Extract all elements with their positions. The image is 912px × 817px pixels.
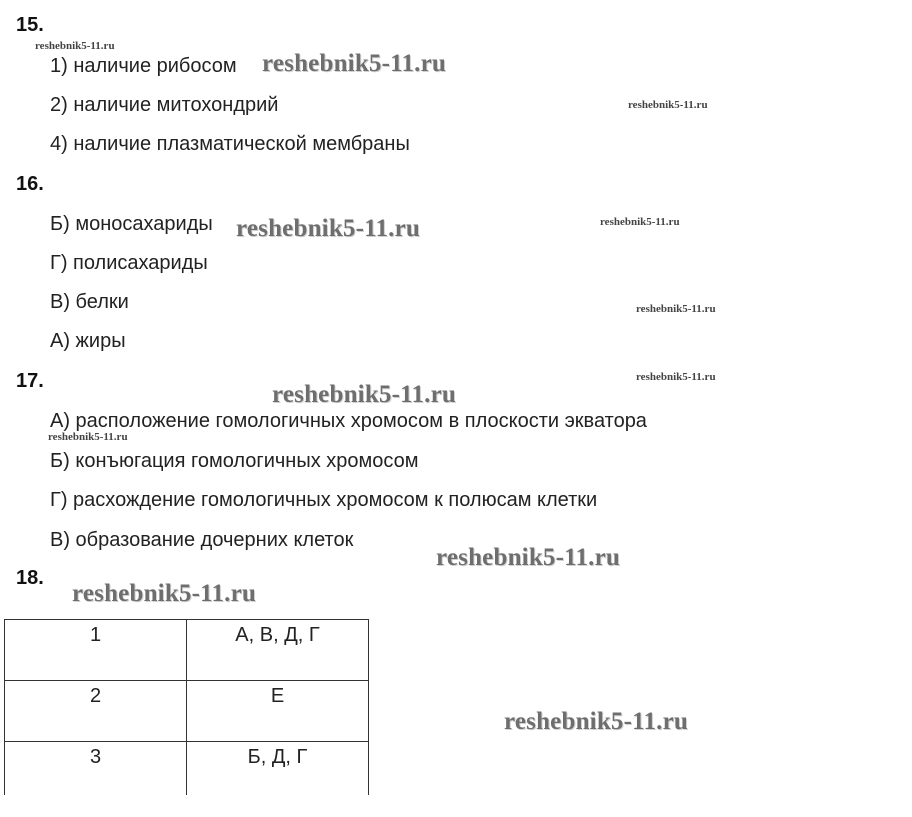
question-15-number: 15. — [16, 14, 44, 36]
watermark-small: reshebnik5-11.ru — [35, 40, 115, 52]
table-row — [5, 620, 369, 681]
table-cell-num: 1 — [5, 620, 187, 681]
question-17-option-2: Б) конъюгация гомологичных хромосом — [50, 450, 419, 472]
question-16-option-3: В) белки — [50, 291, 129, 313]
question-17-number: 17. — [16, 370, 44, 392]
table-cell-num: 3 — [5, 742, 187, 796]
watermark-large: reshebnik5-11.ru — [262, 50, 447, 77]
question-17-option-1: А) расположение гомологичных хромосом в плоскости экватора — [50, 410, 647, 432]
question-16-option-2: Г) полисахариды — [50, 252, 208, 274]
watermark-large: reshebnik5-11.ru — [72, 580, 257, 607]
table-cell-num: 2 — [5, 681, 187, 742]
question-15-option-1: 1) наличие рибосом — [50, 55, 237, 77]
watermark-small: reshebnik5-11.ru — [636, 371, 716, 383]
question-18-number: 18. — [16, 567, 44, 589]
table-cell-answer: Е — [187, 681, 369, 742]
watermark-small: reshebnik5-11.ru — [636, 303, 716, 315]
table-cell-answer: Б, Д, Г — [187, 742, 369, 796]
question-15-option-3: 4) наличие плазматической мембраны — [50, 133, 410, 155]
watermark-large: reshebnik5-11.ru — [436, 544, 621, 571]
question-16-number: 16. — [16, 173, 44, 195]
table-row — [5, 681, 369, 742]
watermark-small: reshebnik5-11.ru — [628, 99, 708, 111]
question-17-option-3: Г) расхождение гомологичных хромосом к полюсам клетки — [50, 489, 598, 511]
watermark-small: reshebnik5-11.ru — [600, 216, 680, 228]
watermark-large: reshebnik5-11.ru — [272, 381, 457, 408]
answer-table — [4, 619, 369, 795]
watermark-large: reshebnik5-11.ru — [236, 215, 421, 242]
table-cell-answer: А, В, Д, Г — [187, 620, 369, 681]
question-16-option-4: А) жиры — [50, 330, 126, 352]
watermark-small: reshebnik5-11.ru — [48, 431, 128, 443]
question-17-option-4: В) образование дочерних клеток — [50, 529, 354, 551]
watermark-large: reshebnik5-11.ru — [504, 708, 689, 735]
table-row — [5, 742, 369, 796]
question-15-option-2: 2) наличие митохондрий — [50, 94, 279, 116]
question-16-option-1: Б) моносахариды — [50, 213, 213, 235]
